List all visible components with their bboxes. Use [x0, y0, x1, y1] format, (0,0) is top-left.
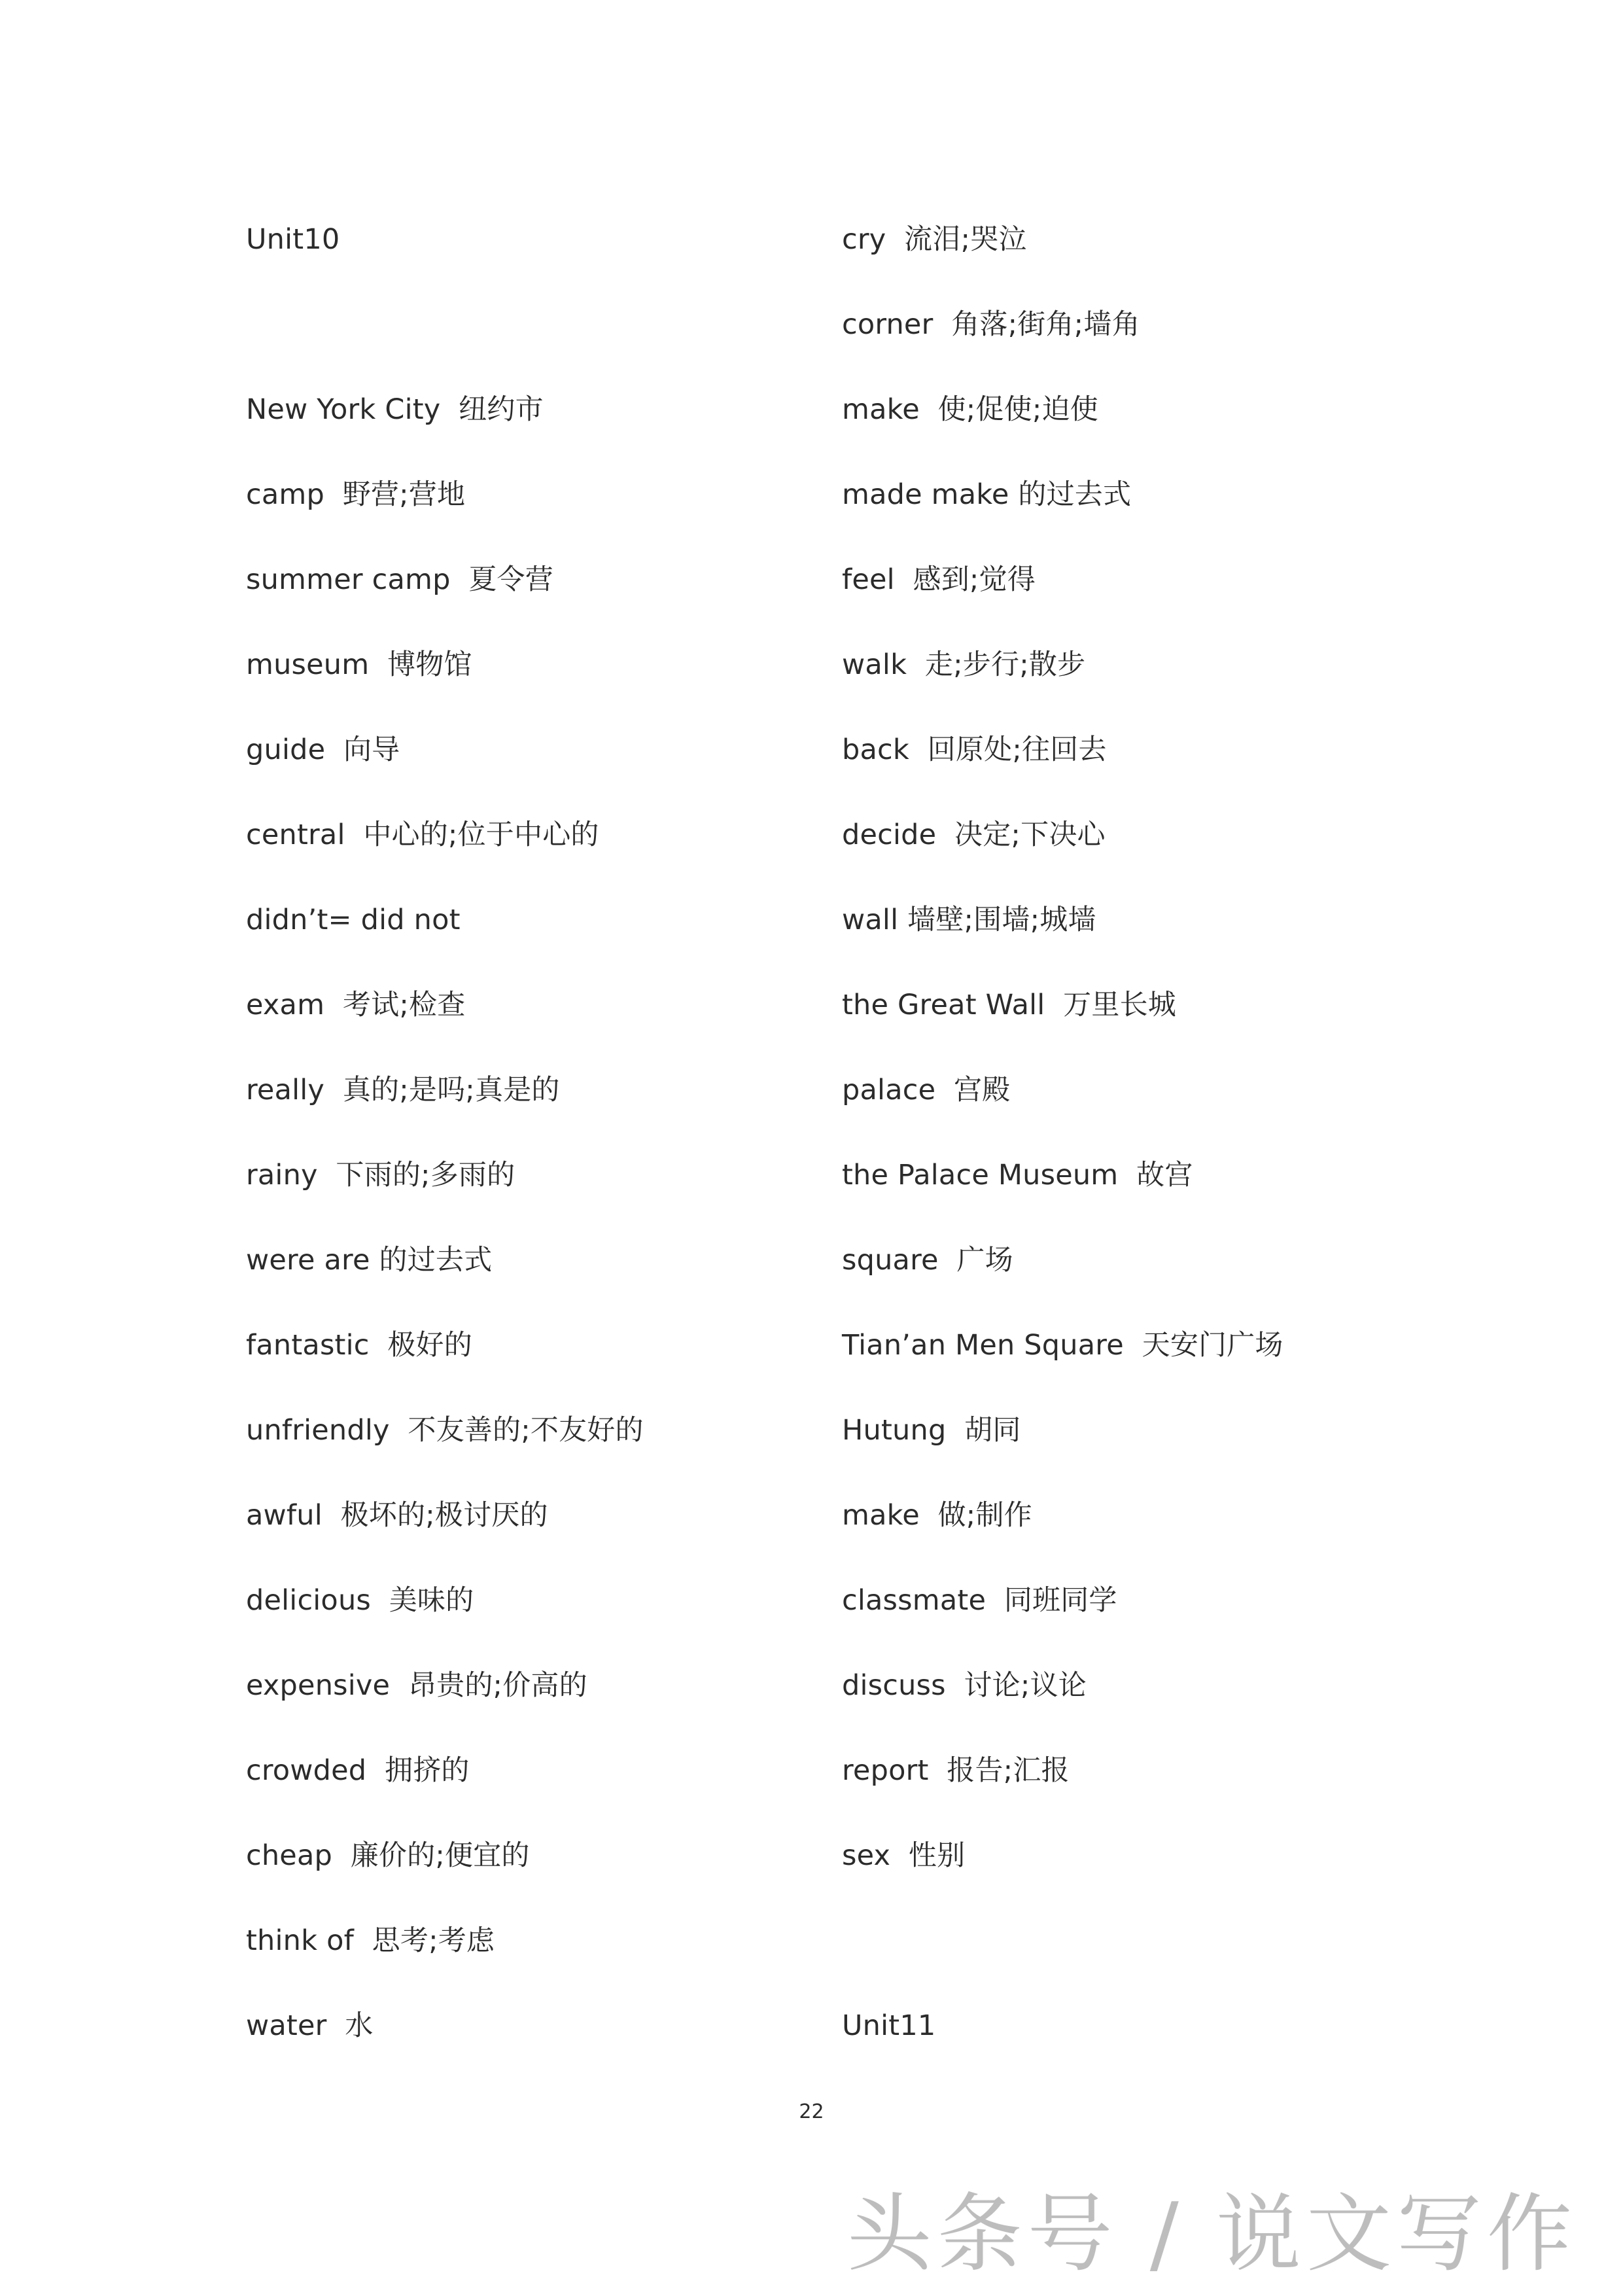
vocab-entry	[842, 1917, 1418, 2002]
vocab-entry: the Palace Museum 故宫	[842, 1159, 1193, 1192]
vocab-entry: walk 走;步行;散步	[842, 648, 1086, 681]
vocab-entry: square 广场	[842, 1244, 1013, 1277]
vocab-entry: cry 流泪;哭泣	[842, 223, 1027, 256]
vocab-entry: awful 极坏的;极讨厌的	[246, 1499, 548, 1532]
vocab-entry: Tian’an Men Square 天安门广场	[842, 1329, 1283, 1362]
vocab-entry: the Great Wall 万里长城	[842, 989, 1176, 1021]
vocab-entry: sex 性别	[842, 1839, 966, 1872]
page-number: 22	[799, 2100, 824, 2123]
watermark-text: 头条号 / 说文写作	[846, 2184, 1577, 2284]
vocab-entry: Hutung 胡同	[842, 1414, 1021, 1447]
vocab-entry: were are 的过去式	[246, 1244, 493, 1277]
vocab-entry: think of 思考;考虑	[246, 1924, 495, 1957]
vocab-entry: rainy 下雨的;多雨的	[246, 1159, 515, 1192]
vocab-entry: summer camp 夏令营	[246, 563, 553, 596]
left-vocabulary-column	[246, 216, 822, 2087]
vocab-entry: back 回原处;往回去	[842, 733, 1107, 766]
vocab-entry: New York City 纽约市	[246, 393, 544, 426]
right-vocabulary-column	[842, 216, 1418, 2087]
vocab-entry: made make 的过去式	[842, 478, 1132, 511]
vocab-entry	[246, 301, 822, 386]
vocab-entry: water 水	[246, 2009, 374, 2042]
vocab-entry: didn’t= did not	[246, 904, 461, 936]
vocab-entry: cheap 廉价的;便宜的	[246, 1839, 530, 1872]
vocab-entry: museum 博物馆	[246, 648, 472, 681]
vocab-entry: exam 考试;检查	[246, 989, 466, 1021]
vocab-entry: make 做;制作	[842, 1499, 1032, 1532]
vocab-entry: really 真的;是吗;真是的	[246, 1074, 560, 1106]
vocab-entry: crowded 拥挤的	[246, 1754, 470, 1787]
vocab-entry: Unit11	[842, 2009, 936, 2042]
vocab-entry: palace 宫殿	[842, 1074, 1011, 1106]
vocab-entry: decide 决定;下决心	[842, 819, 1106, 851]
vocab-entry: Unit10	[246, 223, 340, 256]
vocab-entry: make 使;促使;迫使	[842, 393, 1098, 426]
vocab-entry: guide 向导	[246, 733, 400, 766]
vocab-entry: feel 感到;觉得	[842, 563, 1036, 596]
vocab-entry: central 中心的;位于中心的	[246, 819, 599, 851]
vocab-entry: unfriendly 不友善的;不友好的	[246, 1414, 644, 1447]
vocab-entry: delicious 美味的	[246, 1584, 474, 1617]
vocab-entry: camp 野营;营地	[246, 478, 466, 511]
vocab-entry: wall 墙壁;围墙;城墙	[842, 904, 1096, 936]
vocab-entry: expensive 昂贵的;价高的	[246, 1669, 587, 1702]
vocab-entry: fantastic 极好的	[246, 1329, 472, 1362]
vocab-entry: corner 角落;街角;墙角	[842, 308, 1140, 341]
vocab-entry: discuss 讨论;议论	[842, 1669, 1087, 1702]
vocab-entry: classmate 同班同学	[842, 1584, 1117, 1617]
vocab-entry: report 报告;汇报	[842, 1754, 1070, 1787]
